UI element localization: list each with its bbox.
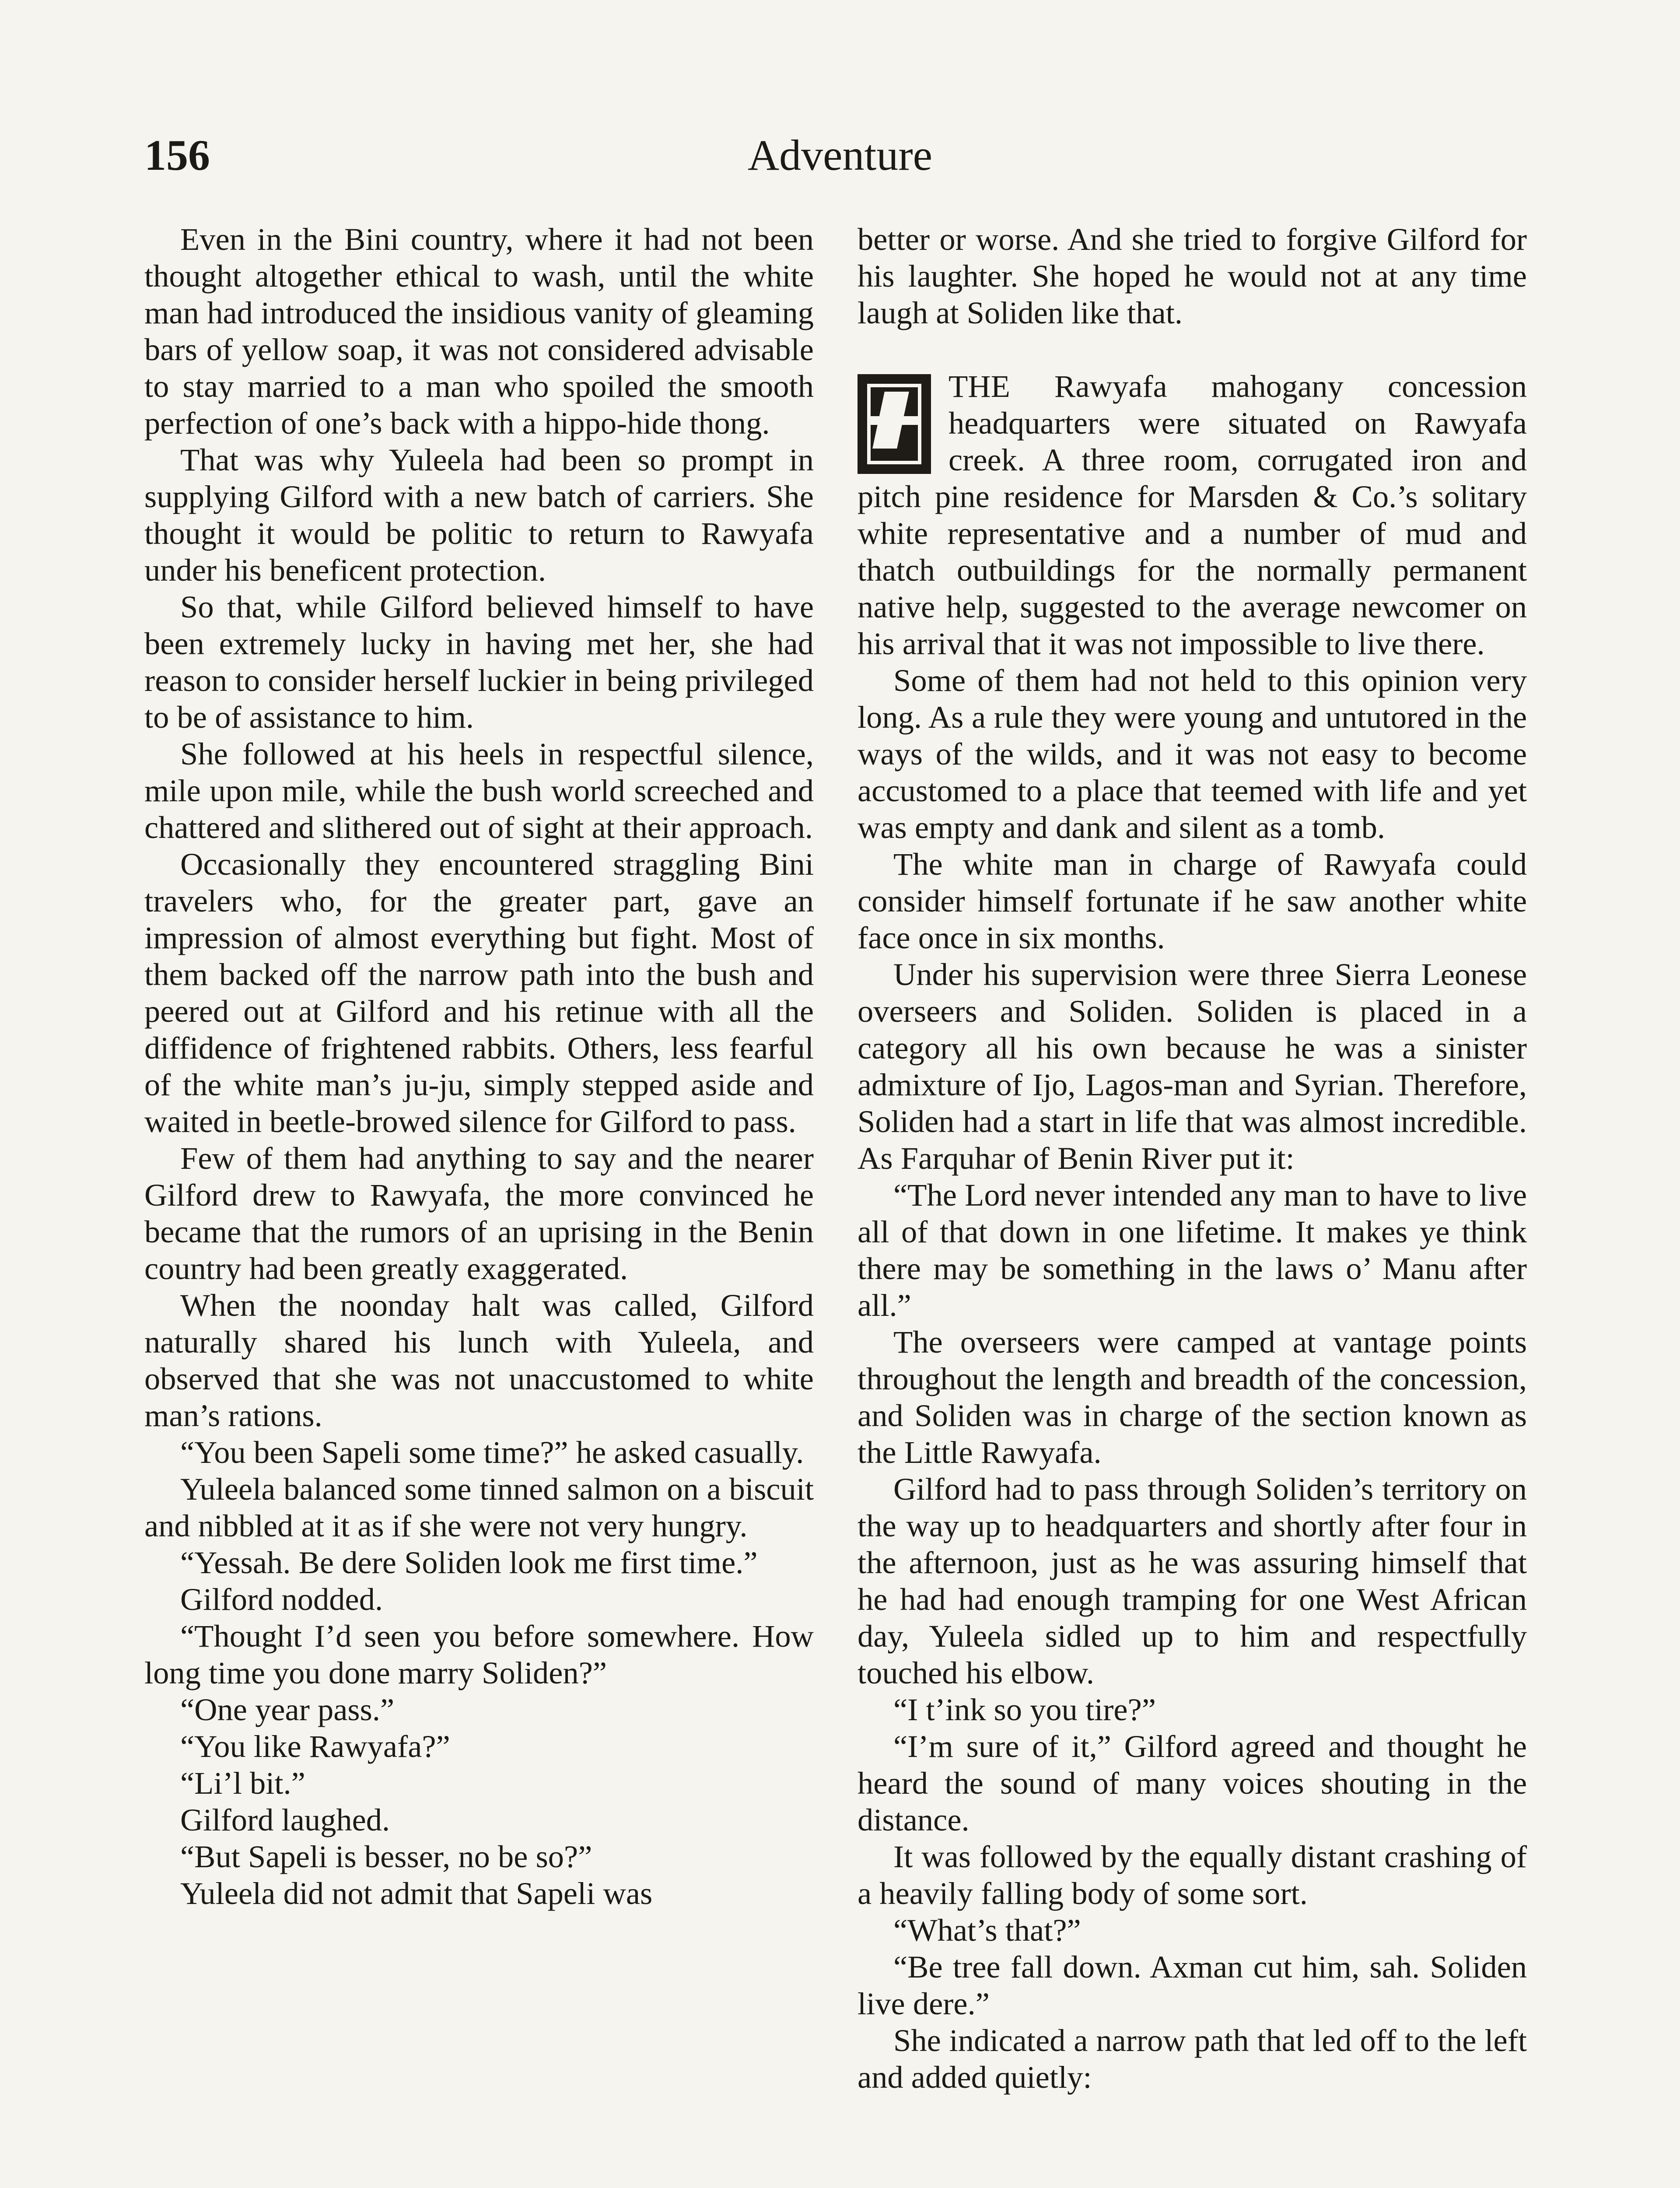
paragraph: “One year pass.” xyxy=(180,1692,395,1727)
paragraph: The overseers were camped at vantage points throughout the length and breadth of the concession, and Soliden was in charge of the section known as the Little Rawyafa. xyxy=(858,1324,1527,1470)
paragraph: It was followed by the equally distant crashing of a heavily falling body of some sort. xyxy=(858,1839,1527,1911)
paragraph: “You like Rawyafa?” xyxy=(180,1729,450,1764)
section-opening-paragraph: THE Rawyafa mahogany concession headquarters were situated on Rawyafa creek. A three room, corrugated iron and pitch pine residence for Marsden & Co.’s solitary white representative and a number of mud and thatch outbuildings for the normally permanent native help, suggested to the average newcomer on his arrival that it was not impossible to live there. xyxy=(858,368,1527,661)
paragraph: Few of them had anything to say and the nearer Gilford drew to Rawyafa, the more convinced he became that the rumors of an uprising in the Benin country had been greatly exaggerated. xyxy=(144,1140,814,1286)
paragraph: “The Lord never intended any man to have to live all of that down in one lifetime. It makes ye think there may be something in the laws o’ Manu after all.” xyxy=(858,1177,1527,1323)
paragraph: That was why Yuleela had been so prompt in supplying Gilford with a new batch of carriers. She thought it would be politic to return to Rawyafa under his beneficent protection. xyxy=(144,442,814,588)
paragraph: “Yessah. Be dere Soliden look me first time.” xyxy=(180,1545,758,1580)
paragraph: Even in the Bini country, where it had not been thought altogether ethical to wash, until the white man had introduced the insidious vanity of gleaming bars of yellow soap, it was not considered advisable to stay married to a man who spoiled the smooth perfection of one’s back with a hippo-hide thong. xyxy=(144,221,814,441)
right-column xyxy=(858,221,1527,2096)
paragraph: “Thought I’d seen you before somewhere. How long time you done marry Soliden?” xyxy=(144,1618,814,1690)
page-header xyxy=(144,127,1536,184)
paragraph: She indicated a narrow path that led off to the left and added quietly: xyxy=(858,2023,1527,2095)
paragraph: Under his supervision were three Sierra Leonese overseers and Soliden. Soliden is placed in a category all his own because he was a sinister admixture of Ijo, Lagos-man and Syrian. Therefore, Soliden had a start in life that was almost incredible. As Farquhar of Benin River put it: xyxy=(858,957,1527,1176)
paragraph: “Be tree fall down. Axman cut him, sah. Soliden live dere.” xyxy=(858,1949,1527,2021)
paragraph: Gilford nodded. xyxy=(180,1581,383,1617)
paragraph: She followed at his heels in respectful silence, mile upon mile, while the bush world screeched and chattered and slithered out of sight at their approach. xyxy=(144,736,814,845)
paragraph: “But Sapeli is besser, no be so?” xyxy=(180,1839,592,1874)
paragraph: The white man in charge of Rawyafa could consider himself fortunate if he saw another white face once in six months. xyxy=(858,846,1527,955)
paragraph: “I t’ink so you tire?” xyxy=(893,1692,1156,1727)
paragraph: Gilford laughed. xyxy=(180,1802,390,1837)
paragraph: Some of them had not held to this opinion very long. As a rule they were young and untutored in the ways of the wilds, and it was not easy to become accustomed to a place that teemed with life and yet was empty and dank and silent as a tomb. xyxy=(858,663,1527,845)
paragraph: So that, while Gilford believed himself to have been extremely lucky in having met her, she had reason to consider herself luckier in being privileged to be of assistance to him. xyxy=(144,589,814,735)
left-column xyxy=(144,221,814,1912)
page-number: 156 xyxy=(144,131,210,179)
paragraph: “Li’l bit.” xyxy=(180,1765,305,1801)
paragraph: When the noonday halt was called, Gilford naturally shared his lunch with Yuleela, and observed that she was not unaccustomed to white man’s rations. xyxy=(144,1287,814,1433)
paragraph: “You been Sapeli some time?” he asked casually. xyxy=(180,1434,804,1470)
paragraph: Yuleela did not admit that Sapeli was xyxy=(180,1876,653,1911)
paragraph: Gilford had to pass through Soliden’s territory on the way up to headquarters and shortly after four in the afternoon, just as he was assuring himself that he had had enough tramping for one West African day, Yuleela sidled up to him and respectfully touched his elbow. xyxy=(858,1471,1527,1690)
drop-cap-ornament xyxy=(858,374,931,474)
paragraph: Occasionally they encountered straggling Bini travelers who, for the greater part, gave an impression of almost everything but fight. Most of them backed off the narrow path into the bush and peered out at Gilford and his retinue with all the diffidence of frightened rabbits. Others, less fearful of the white man’s ju-ju, simply stepped aside and waited in beetle-browed silence for Gilford to pass. xyxy=(144,846,814,1139)
section-break xyxy=(858,331,1527,368)
paragraph: “What’s that?” xyxy=(893,1912,1081,1948)
paragraph-continuation: better or worse. And she tried to forgive Gilford for his laughter. She hoped he would not at any time laugh at Soliden like that. xyxy=(858,221,1527,330)
paragraph: Yuleela balanced some tinned salmon on a biscuit and nibbled at it as if she were not very hungry. xyxy=(144,1471,814,1543)
running-head: Adventure xyxy=(747,131,933,179)
paragraph: “I’m sure of it,” Gilford agreed and thought he heard the sound of many voices shouting in the distance. xyxy=(858,1729,1527,1837)
